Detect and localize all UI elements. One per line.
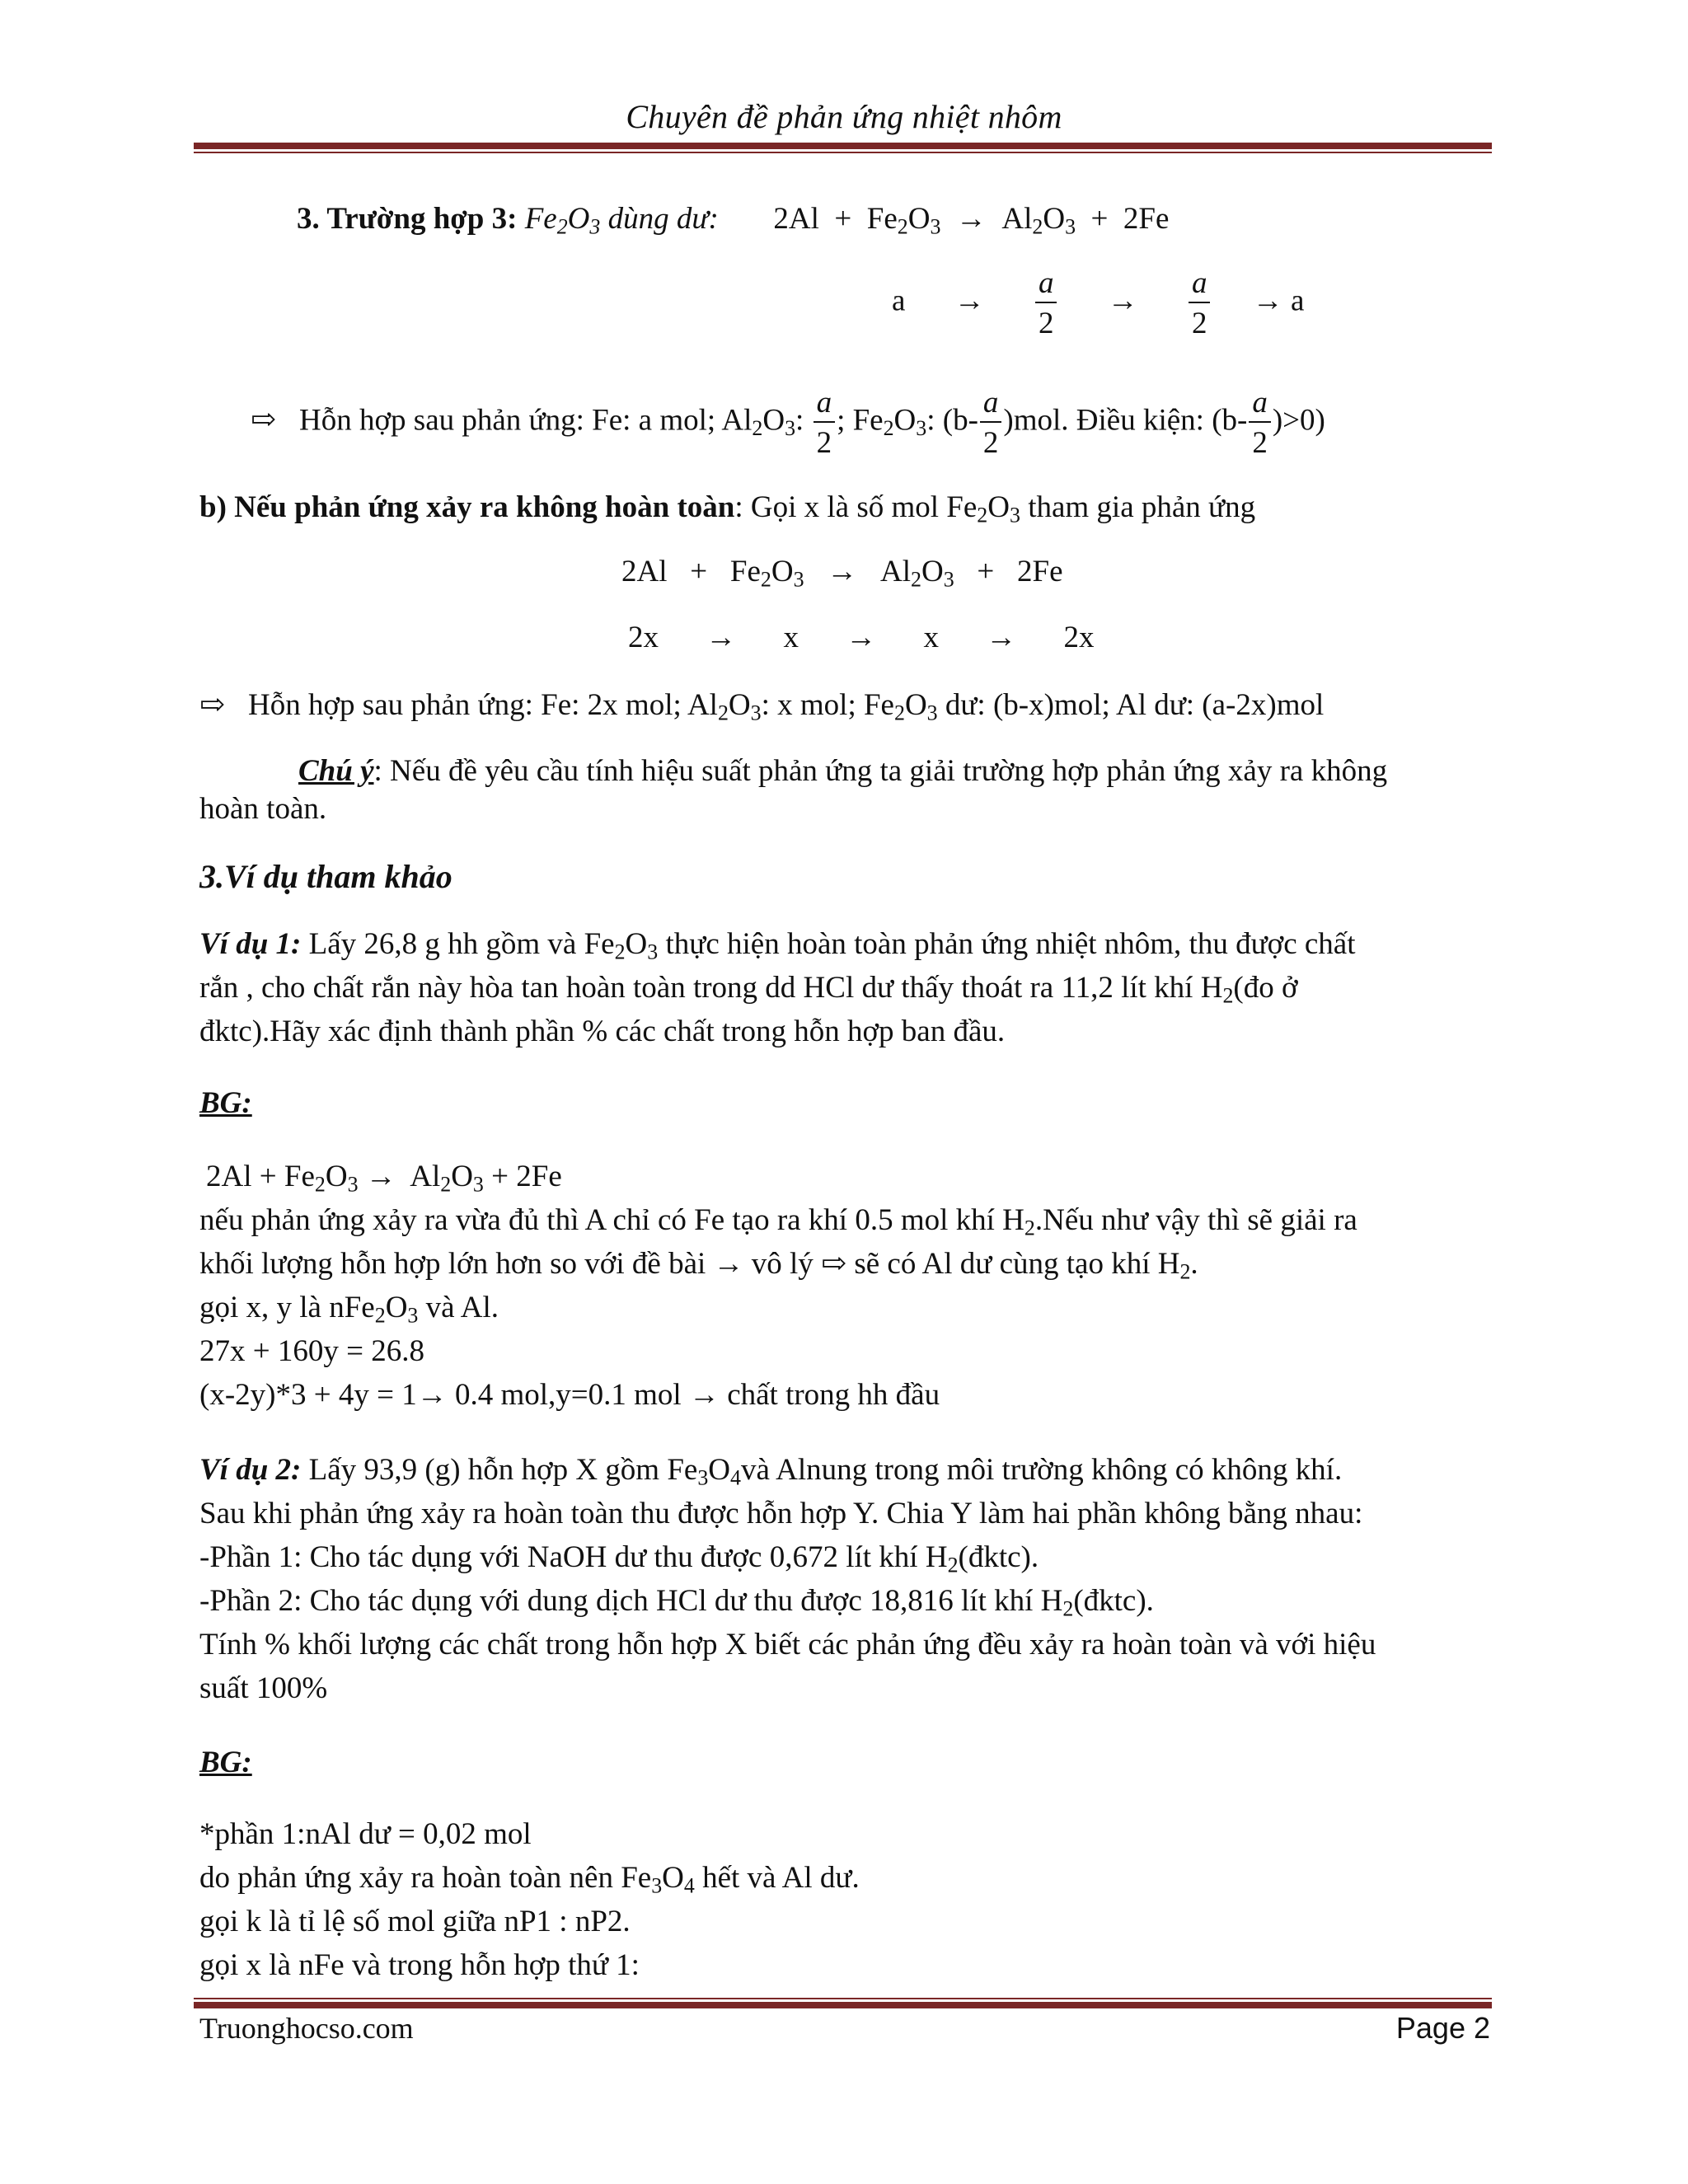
arrow-bullet-icon: ⇨ <box>199 688 226 722</box>
example2-label: Ví dụ 2: <box>199 1453 302 1487</box>
example2-line4: -Phần 2: Cho tác dụng với dung dịch HCl dư thu được 18,816 lít khí $H_2(đktc)$. <box>199 1584 1154 1621</box>
note-line1: Chú ý: Nếu đề yêu cầu tính hiệu suất phản ứng ta giải trường hợp phản ứng xảy ra không <box>298 754 1388 788</box>
example2-sol-line1: *phần 1:nAl dư = 0,02 mol <box>199 1817 532 1851</box>
note-line2: hoàn toàn. <box>199 792 327 826</box>
example1-label: Ví dụ 1: <box>199 927 302 961</box>
arrow-bullet-icon: ⇨ <box>251 403 277 438</box>
partb-heading-line: b) Nếu phản ứng xảy ra không hoàn toàn: Gọi x là số mol $Fe_2O_3$ tham gia phản ứng <box>199 490 1256 527</box>
case3-equation: $2Al + Fe_2O_3 \to Al_2O_3 + 2Fe$ <box>773 202 1170 239</box>
example1-sol-line5: 27x + 160y = 26.8 <box>199 1334 424 1368</box>
footer-site: Truonghocso.com <box>199 2012 414 2045</box>
case3-result: ⇨ Hỗn hợp sau phản ứng: Fe: a mol; $Al_2O_3$: $\frac{a}{2}$ ; $Fe_2O_3$: (b- $\frac{a}{2}$ )mol. Điều kiện: (b- $\frac{a}{2}$ )>0) <box>251 386 1325 460</box>
example1-sol-line6: (x-2y)*3 + 4y = 1→ 0.4 mol,y=0.1 mol → chất trong hh đầu <box>199 1378 940 1412</box>
partb-ratios: 2x → x → x → 2x <box>628 621 1095 654</box>
page-header-title: Chuyên đề phản ứng nhiệt nhôm <box>626 98 1062 135</box>
footer-rule <box>194 1998 1492 2008</box>
footer-page-number: Page 2 <box>1395 2011 1490 2045</box>
example2-line6: suất 100% <box>199 1671 328 1705</box>
example2-sol-line2: do phản ứng xảy ra hoàn toàn nên $Fe_3O_4$ hết và Al dư. <box>199 1861 860 1898</box>
section-title: 3.Ví dụ tham khảo <box>199 858 452 895</box>
example2-line1: Ví dụ 2: Lấy 93,9 (g) hỗn hợp X gồm $Fe_3O_4và$ Alnung trong môi trường không có không khí. <box>199 1453 1343 1490</box>
example1-line2: rắn , cho chất rắn này hòa tan hoàn toàn trong dd HCl dư thấy thoát ra 11,2 lít khí $H_2(đo$ ở <box>199 971 1298 1008</box>
partb-result: ⇨ Hỗn hợp sau phản ứng: Fe: 2x mol; $Al_2O_3$: x mol; $Fe_2O_3$ dư: (b-x)mol; Al dư: (a-2x)mol <box>199 684 1324 727</box>
example2-line5: Tính % khối lượng các chất trong hỗn hợp X biết các phản ứng đều xảy ra hoàn toàn và với hiệu <box>199 1628 1376 1661</box>
example1-equation: $2Al + Fe_2O_3 \to Al_2O_3 + 2Fe$ <box>206 1160 562 1197</box>
arrow-bullet-icon: ⇨ <box>821 1247 847 1281</box>
example2-sol-line3: gọi k là tỉ lệ số mol giữa nP1 : nP2. <box>199 1905 631 1938</box>
example1-sol-line4: gọi x, y là $nFe_2O_3$ và Al. <box>199 1291 499 1328</box>
example1-sol-line2: nếu phản ứng xảy ra vừa đủ thì A chỉ có Fe tạo ra khí 0.5 mol khí $H_2.Nếu$ như vậy thì sẽ giải ra <box>199 1203 1357 1240</box>
partb-heading: b) Nếu phản ứng xảy ra không hoàn toàn <box>199 490 735 524</box>
example2-line3: -Phần 1: Cho tác dụng với NaOH dư thu được 0,672 lít khí $H_2(đktc)$. <box>199 1540 1039 1577</box>
example1-line1: Ví dụ 1: Lấy 26,8 g hh gồm và $Fe_2O_3$ thực hiện hoàn toàn phản ứng nhiệt nhôm, thu được chất <box>199 927 1356 964</box>
fraction-a-2: $\frac{a}{2}$ <box>1189 268 1211 339</box>
example1-sol-line3: khối lượng hỗn hợp lớn hơn so với đề bài → vô lý ⇨ sẽ có Al dư cùng tạo khí $H_2$. <box>199 1247 1198 1284</box>
case3-condition: Fe <box>524 202 557 236</box>
example1-solution-label: BG: <box>199 1086 252 1120</box>
example1-line3: đktc).Hãy xác định thành phần % các chất trong hỗn hợp ban đầu. <box>199 1015 1006 1048</box>
case3-heading: 3. Trường hợp 3 <box>297 202 508 236</box>
example2-solution-label: BG: <box>199 1746 252 1779</box>
case3-ratios: a → $\frac{a}{2}$ → $\frac{a}{2}$ → a <box>892 266 1305 340</box>
example2-line2: Sau khi phản ứng xảy ra hoàn toàn thu được hỗn hợp Y. Chia Y làm hai phần không bằng nhau: <box>199 1497 1363 1530</box>
note-label: Chú ý <box>298 754 374 788</box>
fraction-a-2: $\frac{a}{2}$ <box>1035 268 1057 339</box>
partb-equation: $2Al + Fe_2O_3 \to Al_2O_3 + 2Fe$ <box>621 555 1063 592</box>
header-rule <box>194 143 1492 153</box>
example2-sol-line4: gọi x là nFe và trong hỗn hợp thứ 1: <box>199 1948 640 1982</box>
case3-heading-line: 3. Trường hợp 3: $Fe_2O_3$ dùng dư: $2Al + Fe_2O_3 \to Al_2O_3 + 2Fe$ <box>297 202 1170 239</box>
